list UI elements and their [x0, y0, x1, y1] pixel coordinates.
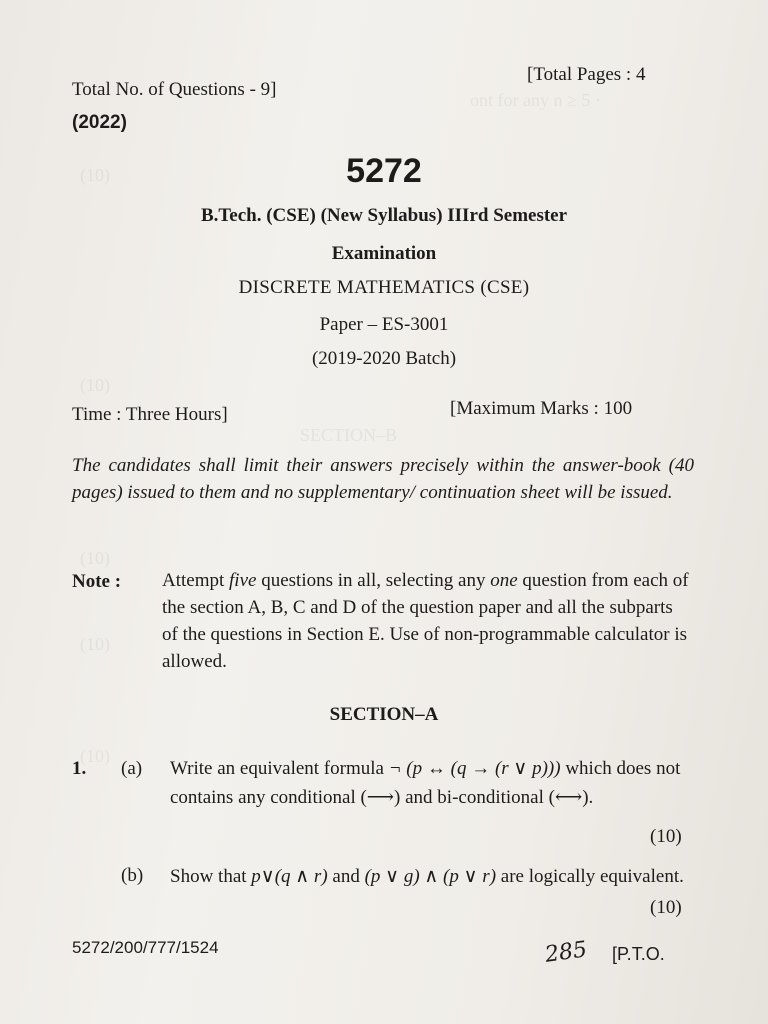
please-turn-over: [P.T.O. [612, 944, 665, 964]
part-b-marks: (10) [650, 897, 682, 918]
course-title: B.Tech. (CSE) (New Syllabus) IIIrd Semester [200, 205, 568, 226]
candidate-instructions: The candidates shall limit their answers precisely within the answer-book (40 pages) issued to them and no supplementary/ continuation sheet will be issued. [72, 455, 694, 503]
part-b-label: (b) [121, 865, 144, 886]
bleed-through-text: (10) [80, 375, 110, 395]
footer-code: 5272/200/777/1524 [72, 938, 219, 957]
bleed-through-text: (10) [80, 165, 110, 185]
handwritten-number: 285 [543, 937, 589, 968]
question-number: 1. [72, 758, 87, 779]
note-text-part: questions in all, selecting any [256, 570, 491, 591]
bleed-through-text: (10) [80, 634, 110, 654]
note-emphasis-one: one [490, 570, 518, 591]
part-b-text [170, 862, 692, 891]
bleed-through-text: (10) [80, 746, 110, 766]
paper-number: Paper – ES-3001 [319, 314, 449, 335]
part-a-rest: which does not contains any conditional (⟶) and bi-conditional (⟷). [170, 758, 681, 808]
time-allowed: Time : Three Hours] [72, 404, 228, 425]
note-text-part: question from each of the section A, B, C and D of the question paper and all the subparts of the questions in Section E. Use of non-programmable calculator is allowed. [162, 570, 689, 672]
part-b-formula-2: (p ∨ g) ∧ (p ∨ r) [364, 866, 497, 887]
maximum-marks: [Maximum Marks : 100 [450, 398, 633, 419]
note-text [162, 567, 692, 675]
part-b-rest: are logically equivalent. [496, 866, 684, 887]
note-label: Note : [72, 571, 122, 592]
batch-label: (2019-2020 Batch) [311, 348, 457, 369]
subject-title: DISCRETE MATHEMATICS (CSE) [238, 277, 530, 298]
exam-year: (2022) [72, 112, 127, 133]
part-a-marks: (10) [650, 826, 682, 847]
part-b-formula-1: p∨(q ∧ r) [251, 866, 328, 887]
part-a-label: (a) [121, 758, 143, 779]
part-a-text [170, 754, 692, 812]
part-a-formula: ¬ (p ↔ (q → (r ∨ p))) [388, 758, 561, 779]
total-questions: Total No. of Questions - 9] [72, 79, 277, 100]
total-pages: [Total Pages : 4 [527, 64, 646, 85]
part-a-lead: Write an equivalent formula [170, 758, 389, 779]
part-b-mid: and [327, 866, 365, 887]
note-text-part: Attempt [162, 570, 230, 591]
bleed-through-text: SECTION–B [300, 425, 398, 445]
note-emphasis-five: five [229, 570, 257, 591]
section-title: SECTION–A [329, 704, 439, 725]
paper-code: 5272 [346, 152, 422, 190]
examination-label: Examination [331, 243, 437, 264]
bleed-through-text: ont for any n ≥ 5 · [470, 90, 601, 110]
part-b-lead: Show that [170, 866, 252, 887]
bleed-through-text: (10) [80, 548, 110, 568]
